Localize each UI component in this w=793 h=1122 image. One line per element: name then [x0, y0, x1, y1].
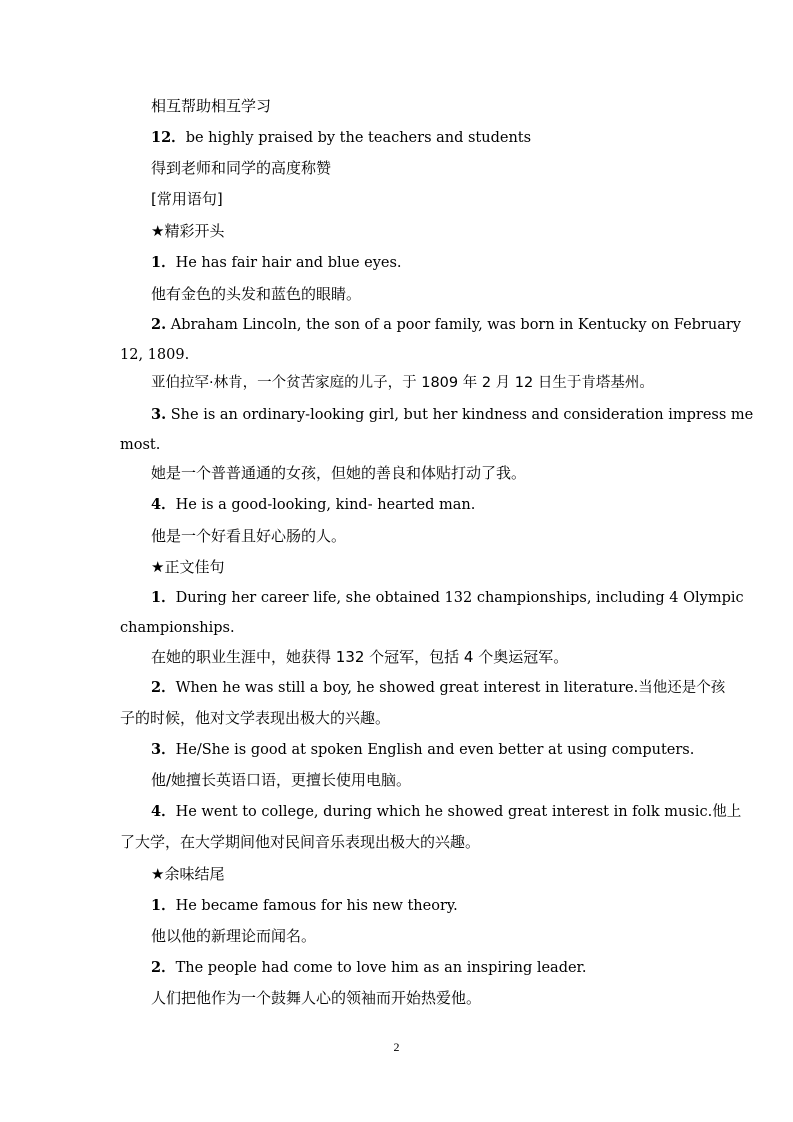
- translation-line: 人们把他作为一个鼓舞人心的领袖而开始热爱他。: [151, 989, 482, 1007]
- text-line: 12, 1809.: [120, 347, 190, 363]
- item-text: He has fair hair and blue eyes.: [175, 255, 402, 271]
- translation-line: 子的时候，他对文学表现出极大的兴趣。: [120, 709, 391, 727]
- item-number: 3.: [151, 406, 167, 423]
- translation-line: 了大学，在大学期间他对民间音乐表现出极大的兴趣。: [120, 833, 481, 851]
- sentence-1: [151, 588, 744, 608]
- sentence-3: [151, 405, 754, 425]
- phrase-12: [151, 128, 676, 148]
- sentence-1: [151, 896, 676, 916]
- text-line: most.: [120, 437, 161, 453]
- translation-line: 他有金色的头发和蓝色的眼睛。: [151, 285, 362, 303]
- sentence-3: [151, 740, 695, 760]
- item-text: He/She is good at spoken English and even better at using computers.: [175, 742, 695, 758]
- item-number: 2．: [151, 959, 176, 976]
- sentence-1: [151, 253, 676, 273]
- item-text: He became famous for his new theory.: [175, 898, 458, 914]
- item-number: 2.: [151, 316, 167, 333]
- page-number: 2: [393, 1040, 400, 1054]
- item-text: She is an ordinary-looking girl, but her kindness and consideration impress me: [170, 407, 754, 423]
- translation-line: 他以他的新理论而闻名。: [151, 927, 317, 945]
- translation-line: 在她的职业生涯中，她获得 132 个冠军，包括 4 个奥运冠军。: [151, 648, 569, 666]
- sentence-2: [151, 678, 726, 698]
- item-text: When he was still a boy, he showed great interest in literature.当他还是个孩: [175, 680, 726, 696]
- text-line: 相互帮助相互学习: [151, 97, 272, 115]
- item-text: During her career life, she obtained 132 championships, including 4 Olympic: [175, 590, 744, 606]
- translation-line: 他是一个好看且好心肠的人。: [151, 527, 347, 545]
- item-text: He went to college, during which he showed great interest in folk music.他上: [175, 804, 742, 820]
- item-number: 1．: [151, 254, 176, 271]
- sentence-2: [151, 958, 676, 978]
- item-number: 3．: [151, 741, 176, 758]
- translation-line: 亚伯拉罕·林肯，一个贫苦家庭的儿子，于 1809 年 2 月 12 日生于肯塔基州。: [151, 375, 654, 391]
- text-line: championships.: [120, 620, 235, 636]
- item-number: 1．: [151, 897, 176, 914]
- item-number: 2．: [151, 679, 176, 696]
- item-text: Abraham Lincoln, the son of a poor family, was born in Kentucky on February: [170, 317, 741, 333]
- subsection-heading: ★余味结尾: [151, 865, 225, 883]
- item-text: He is a good-looking, kind- hearted man.: [175, 497, 476, 513]
- sentence-2: [151, 315, 741, 335]
- subsection-heading: ★精彩开头: [151, 222, 225, 240]
- sentence-4: [151, 802, 742, 822]
- subsection-heading: ★正文佳句: [151, 558, 225, 576]
- item-number: 1．: [151, 589, 176, 606]
- item-text: The people had come to love him as an inspiring leader.: [175, 960, 587, 976]
- item-number: 4．: [151, 803, 176, 820]
- item-number: 4．: [151, 496, 176, 513]
- item-number: 12．: [151, 129, 186, 146]
- sentence-4: [151, 495, 676, 515]
- translation-line: 她是一个普普通通的女孩，但她的善良和体贴打动了我。: [151, 464, 527, 482]
- section-heading: [常用语句]: [151, 190, 223, 208]
- translation-line: 他/她擅长英语口语，更擅长使用电脑。: [151, 771, 412, 789]
- item-text: be highly praised by the teachers and students: [185, 130, 532, 146]
- text-line: 得到老师和同学的高度称赞: [151, 159, 332, 177]
